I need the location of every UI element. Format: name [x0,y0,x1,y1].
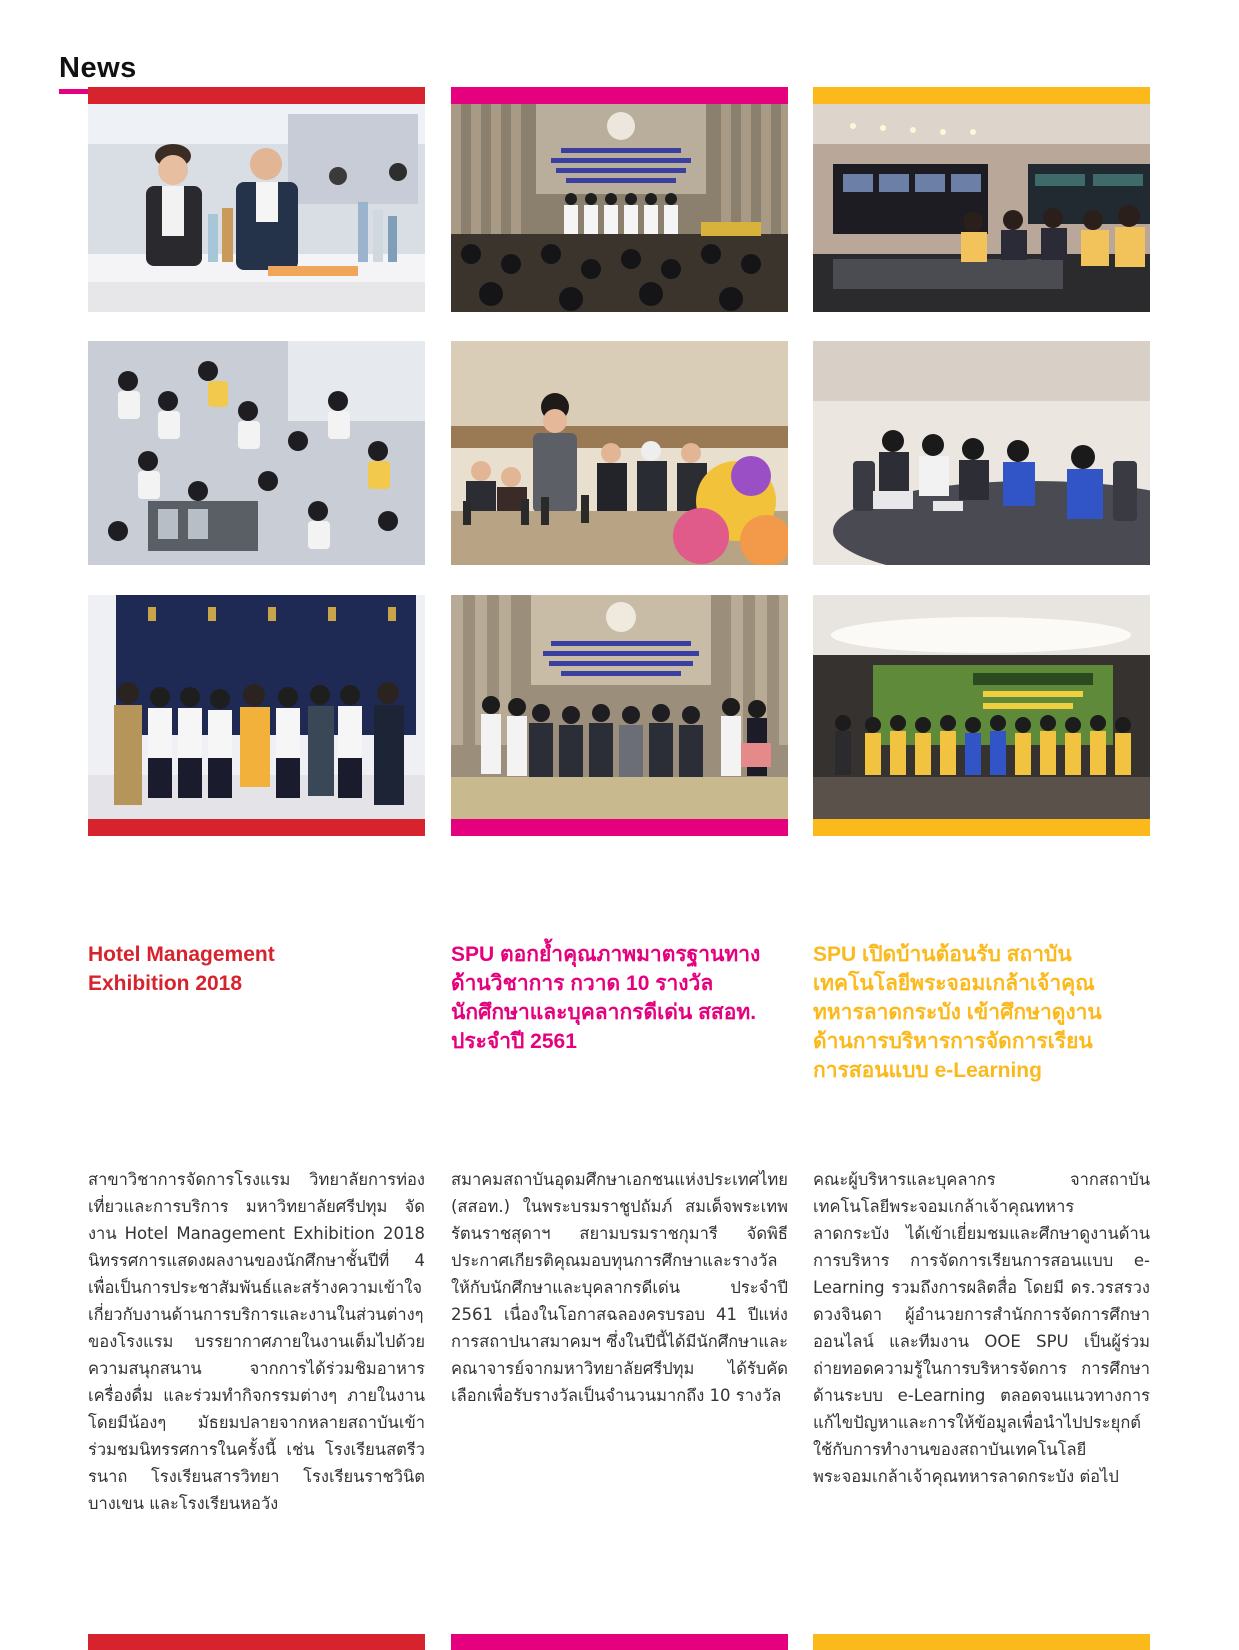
group-backdrop-photo [88,595,425,819]
awardees-group-photo [451,595,788,819]
article-headline-2: SPU ตอกย้ำคุณภาพมาตรฐานทางด้านวิชาการ กวาด 10 รางวัล นักศึกษาและบุคลากรดีเด่น สสอท. ประจำปี 2561 [451,943,761,1053]
footer-bar-yellow [813,1634,1150,1650]
conference-table-photo [813,341,1150,565]
footer-bar-pink [451,1634,788,1650]
article-body-3: คณะผู้บริหารและบุคลากร จากสถาบันเทคโนโลยีพระจอมเกล้าเจ้าคุณทหารลาดกระบัง ได้เข้าเยี่ยมชมและศึกษาดูงานด้านการบริหาร การจัดการเรียนการสอนแบบ e-Learning รวมถึงการผลิตสื่อ โดยมี ดร.วรสรวง ดวงจินดา ผู้อำนวยการสำนักการจัดการศึกษาออนไลน์ และทีมงาน OOE SPU เป็นผู้ร่วมถ่ายทอดความรู้ในการบริหารจัดการ การศึกษาด้านระบบ e-Learning ตลอดจนแนวทางการแก้ไขปัญหาและการให้ข้อมูลเพื่อนำไปประยุกต์ใช้กับการทำงานของสถาบันเทคโนโลยีพระจอมเกล้าเจ้าคุณทหารลาดกระบัง ต่อไป [813,1170,1150,1486]
article-body-1: สาขาวิชาการจัดการโรงแรม วิทยาลัยการท่องเที่ยวและการบริการ มหาวิทยาลัยศรีปทุม จัดงาน Hotel Management Exhibition 2018 นิทรรศการแสดงผลงานของนักศึกษาชั้นปีที่ 4 เพื่อเป็นการประชาสัมพันธ์และสร้างความเข้าใจเกี่ยวกับงานด้านการบริการและงานในส่วนต่างๆ ของโรงแรม บรรยากาศภายในงานเต็มไปด้วยความสนุกสนาน จากการได้ร่วมชิมอาหาร เครื่องดื่ม และร่วมทำกิจกรรมต่างๆ ภายในงาน โดยมีน้องๆ มัธยมปลายจากหลายสถาบันเข้าร่วมชมนิทรรศการในครั้งนี้ เช่น โรงเรียนสตรีวรนาถ โรงเรียนสารวิทยา โรงเรียนราชวินิตบางเขน และโรงเรียนหอวัง [88,1170,425,1513]
section-title-underline [59,89,89,94]
footer-bar-red [88,1634,425,1650]
article-column-1 [88,87,425,836]
coffee-crowd-photo [88,341,425,565]
article-column-3 [813,87,1150,836]
accent-bar-top [88,87,425,104]
article-column-2 [451,87,788,836]
bartender-photo [88,104,425,312]
article-headline-1: Hotel Management Exhibition 2018 [88,943,275,995]
control-room-photo [813,104,1150,312]
accent-bar-bottom [88,819,425,836]
section-title: News [59,52,137,84]
article-body-2: สมาคมสถาบันอุดมศึกษาเอกชนแห่งประเทศไทย (สสอท.) ในพระบรมราชูปถัมภ์ สมเด็จพระเทพรัตนราชสุดาฯ สยามบรมราชกุมารี จัดพิธีประกาศเกียรติคุณมอบทุนการศึกษาและรางวัลให้กับนักศึกษาและบุคลากรดีเด่น ประจำปี 2561 เนื่องในโอกาสฉลองครบรอบ 41 ปีแห่งการสถาปนาสมาคมฯ ซึ่งในปีนี้ได้มีนักศึกษาและคณาจารย์จากมหาวิทยาลัยศรีปทุม ได้รับคัดเลือกเพื่อรับรางวัลเป็นจำนวนมากถึง 10 รางวัล [451,1170,788,1405]
choir-stage-photo [451,104,788,312]
accent-bar-top [451,87,788,104]
speaker-meeting-photo [451,341,788,565]
accent-bar-bottom [451,819,788,836]
green-screen-group-photo [813,595,1150,819]
accent-bar-bottom [813,819,1150,836]
accent-bar-top [813,87,1150,104]
article-headline-3: SPU เปิดบ้านต้อนรับ สถาบันเทคโนโลยีพระจอมเกล้าเจ้าคุณทหารลาดกระบัง เข้าศึกษาดูงานด้านการบริหารการจัดการเรียนการสอนแบบ e-Learning [813,943,1102,1082]
